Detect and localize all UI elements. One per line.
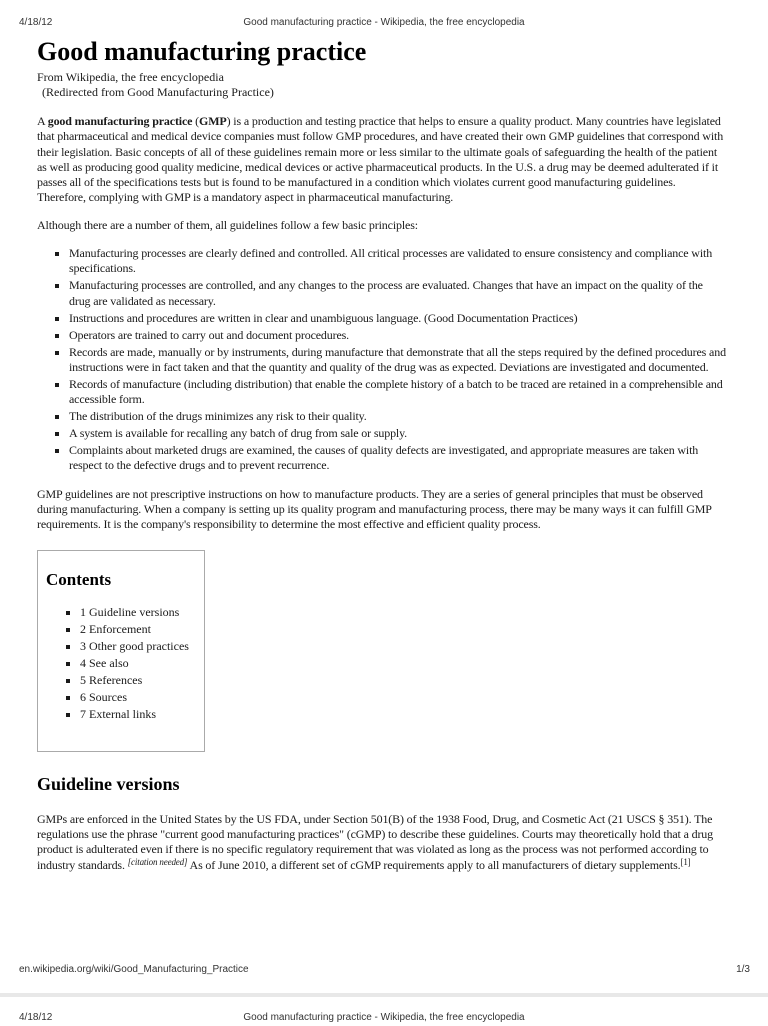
- print-page-number: 1/3: [736, 964, 750, 975]
- list-item: ▪ Instructions and procedures are written in clear and unambiguous language. (Good Documentation Practices): [69, 311, 727, 326]
- principles-list: [37, 246, 727, 474]
- intro-term: good manufacturing practice: [47, 114, 193, 128]
- toc-item-other-good-practices[interactable]: ▪ 3 Other good practices: [80, 638, 204, 655]
- toc-item-see-also[interactable]: ▪ 4 See also: [80, 655, 204, 672]
- citation-needed-link[interactable]: [citation needed]: [127, 856, 188, 867]
- list-item: ▪ Operators are trained to carry out and document procedures.: [69, 328, 727, 343]
- toc-item-enforcement[interactable]: ▪ 2 Enforcement: [80, 621, 204, 638]
- toc-title: Contents: [46, 569, 112, 589]
- section-text-b: As of June 2010, a different set of cGMP requirements apply to all manufacturers of dietary supplements.: [187, 857, 681, 872]
- print-footer: [0, 964, 768, 978]
- list-item: ▪ Records are made, manually or by instruments, during manufacture that demonstrate that all the steps required by the defined procedures and instructions were in fact taken and that the quantity and quality of the drug was as expected. Deviations are investigated and documented.: [69, 345, 727, 376]
- toc-item-references[interactable]: ▪ 5 References: [80, 672, 204, 689]
- print-date: 4/18/12: [19, 17, 53, 28]
- article-content: [37, 36, 727, 873]
- list-item: ▪ A system is available for recalling any batch of drug from sale or supply.: [69, 426, 727, 441]
- reference-link-1[interactable]: [1]: [680, 856, 691, 867]
- intro-abbr: GMP: [199, 114, 227, 128]
- list-item: ▪ Manufacturing processes are clearly defined and controlled. All critical processes are validated to ensure consistency and compliance with specifications.: [69, 246, 727, 277]
- list-item: ▪ Records of manufacture (including distribution) that enable the complete history of a batch to be traced are retained in a comprehensible and accessible form.: [69, 377, 727, 408]
- section-paragraph: [37, 812, 727, 873]
- principles-intro: Although there are a number of them, all guidelines follow a few basic principles:: [37, 217, 418, 232]
- toc-item-external-links[interactable]: ▪ 7 External links: [80, 706, 204, 723]
- list-item: ▪ Complaints about marketed drugs are examined, the causes of quality defects are investigated, and appropriate measures are taken with respect to the defective drugs and to prevent recurrence.: [69, 443, 727, 474]
- list-item: ▪ The distribution of the drugs minimizes any risk to their quality.: [69, 409, 727, 424]
- intro-text-a: A: [37, 114, 48, 128]
- table-of-contents: [37, 550, 205, 752]
- list-item: ▪ Manufacturing processes are controlled, and any changes to the process are evaluated. Changes that have an impact on the quality of the drug are validated as necessary.: [69, 278, 727, 309]
- article-subtitle: From Wikipedia, the free encyclopedia: [37, 70, 224, 84]
- print-title: Good manufacturing practice - Wikipedia, the free encyclopedia: [243, 17, 525, 28]
- print-url: en.wikipedia.org/wiki/Good_Manufacturing_Practice: [19, 964, 249, 975]
- page-separator: [0, 993, 768, 997]
- section-heading-guideline-versions: Guideline versions: [37, 773, 180, 794]
- intro-text-b: (: [192, 114, 200, 128]
- article-title: Good manufacturing practice: [37, 37, 367, 66]
- intro-paragraph: [37, 114, 727, 206]
- next-print-title: Good manufacturing practice - Wikipedia, the free encyclopedia: [243, 1012, 525, 1023]
- section-text-a: GMPs are enforced in the United States by the US FDA, under Section 501(B) of the 1938 Food, Drug, and Cosmetic Act (21 USCS § 351). The regulations use the phrase "current good manufacturing practices" (cGMP) to describe these guidelines. Courts may theoretically hold that a drug product is adulterated even if there is no specific regulatory requirement that was violated as long as the process was not performed according to industry standards.: [37, 811, 713, 872]
- guidelines-note: GMP guidelines are not prescriptive instructions on how to manufacture products. They are a series of general principles that must be observed during manufacturing. When a company is setting up its quality program and manufacturing process, there may be many ways it can fulfill GMP requirements. It is the company's responsibility to determine the most effective and efficient quality process.: [37, 486, 712, 532]
- print-header: [0, 17, 768, 31]
- toc-list: [46, 604, 204, 723]
- next-print-date: 4/18/12: [19, 1012, 53, 1023]
- toc-item-sources[interactable]: ▪ 6 Sources: [80, 689, 204, 706]
- redirect-note: (Redirected from Good Manufacturing Practice): [42, 85, 274, 99]
- toc-item-guideline-versions[interactable]: ▪ 1 Guideline versions: [80, 604, 204, 621]
- intro-text-c: ) is a production and testing practice that helps to ensure a quality product. Many countries have legislated that pharmaceutical and medical device companies must follow GMP procedures, and have created their own GMP guidelines that correspond with their legislation. Basic concepts of all of these guidelines remain more or less similar to the ultimate goals of safeguarding the health of the patient as well as producing good quality medicine, medical devices or active pharmaceutical products. In the U.S. a drug may be deemed adulterated if it passes all of the specifications tests but is found to be manufactured in a condition which violates current good manufacturing guidelines. Therefore, complying with GMP is a mandatory aspect in pharmaceutical manufacturing.: [37, 114, 724, 205]
